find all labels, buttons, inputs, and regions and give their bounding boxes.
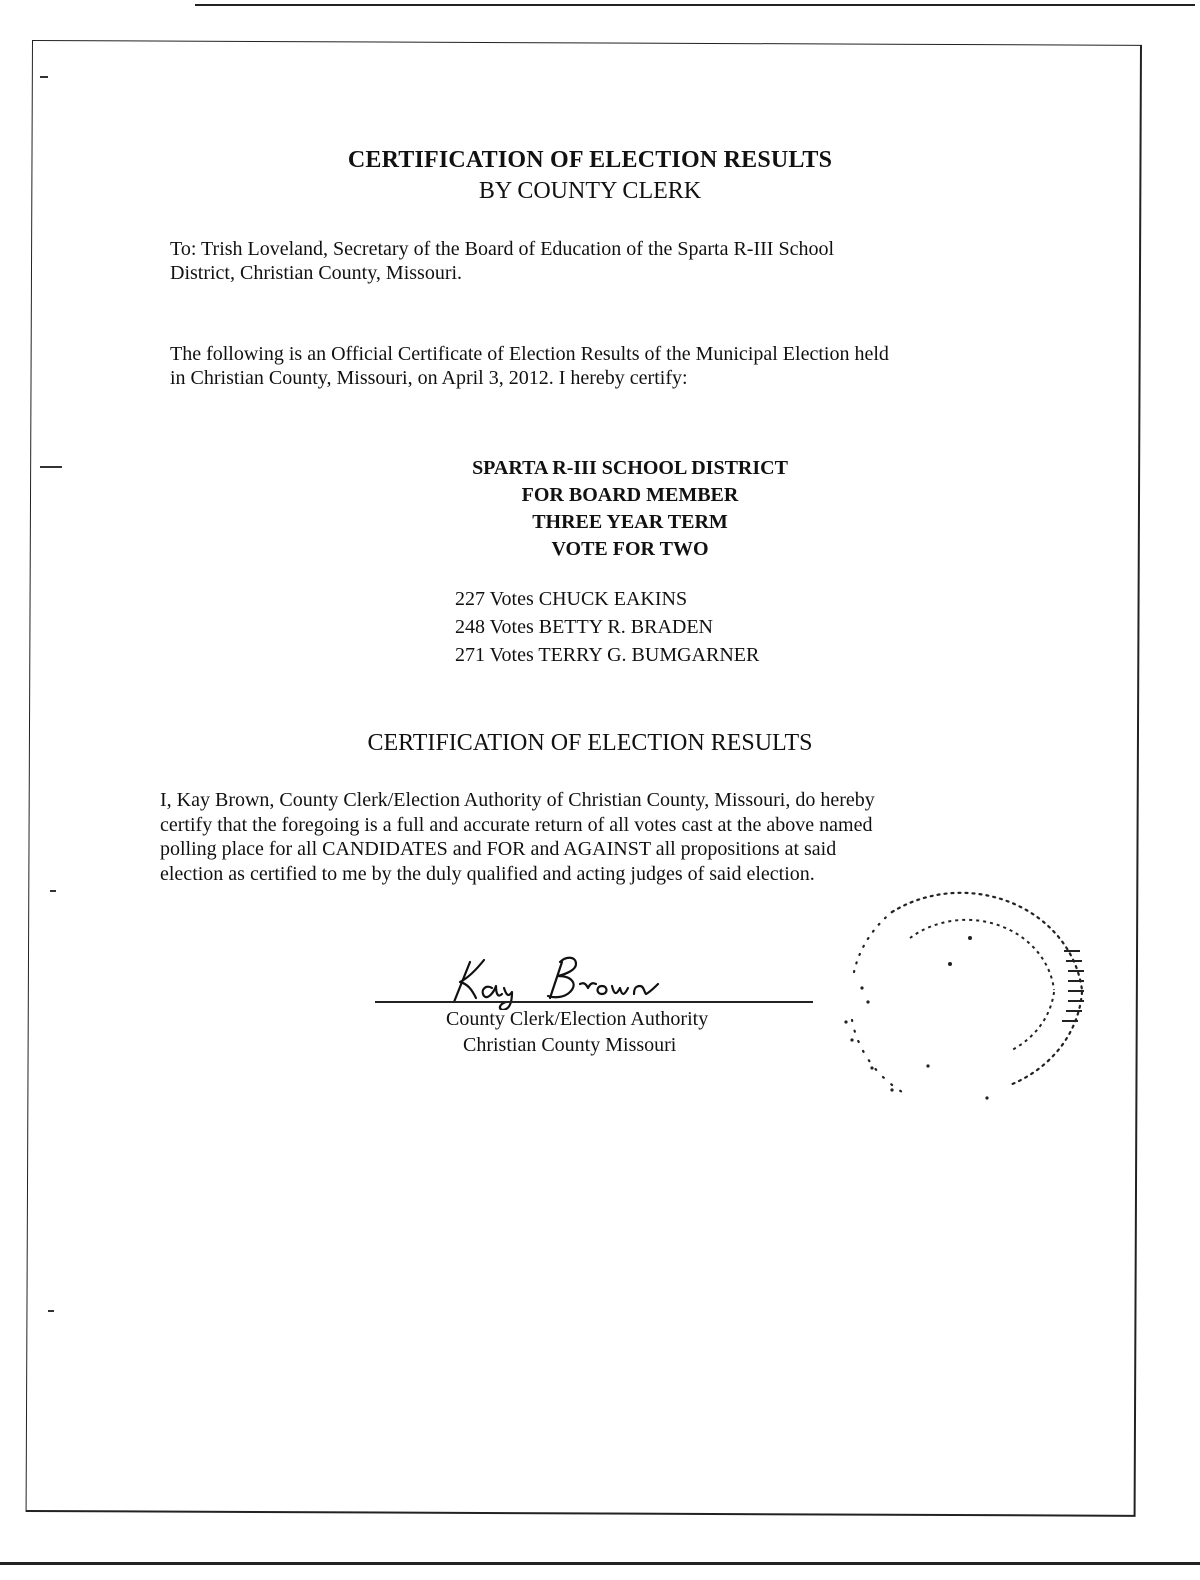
result-row <box>455 613 759 641</box>
signature-county: Christian County Missouri <box>463 1034 677 1056</box>
margin-mark <box>48 1310 54 1312</box>
candidate-name: TERRY G. BUMGARNER <box>538 644 760 666</box>
vote-label: Votes <box>489 616 534 638</box>
results-list <box>455 585 759 669</box>
certification-paragraph <box>160 788 1030 886</box>
addressee-line: District, Christian County, Missouri. <box>170 262 463 284</box>
race-office: FOR BOARD MEMBER <box>521 484 739 506</box>
vote-count: 271 <box>455 644 485 666</box>
certification-line: I, Kay Brown, County Clerk/Election Authority of Christian County, Missouri, do hereby <box>160 789 875 811</box>
certification-heading: CERTIFICATION OF ELECTION RESULTS <box>367 730 813 756</box>
result-row <box>455 585 759 613</box>
certification-line: election as certified to me by the duly qualified and acting judges of said election. <box>160 862 815 885</box>
vote-label: Votes <box>489 644 534 666</box>
race-district: SPARTA R-III SCHOOL DISTRICT <box>472 457 788 479</box>
margin-mark <box>50 890 56 892</box>
vote-label: Votes <box>489 588 534 610</box>
certification-line: polling place for all CANDIDATES and FOR and AGAINST all propositions at said <box>160 838 837 860</box>
vote-count: 227 <box>455 588 485 610</box>
county-seal-stamp <box>832 880 1092 1110</box>
addressee-block <box>170 237 1000 285</box>
scan-edge-bottom <box>0 1562 1200 1565</box>
candidate-name: CHUCK EAKINS <box>538 588 688 610</box>
scan-edge-top <box>195 4 1195 6</box>
race-term: THREE YEAR TERM <box>532 511 728 533</box>
race-header <box>380 455 880 563</box>
intro-line: in Christian County, Missouri, on April 3, 2012. I hereby certify: <box>170 367 688 389</box>
signature-title: County Clerk/Election Authority <box>446 1008 709 1030</box>
candidate-name: BETTY R. BRADEN <box>538 616 713 638</box>
vote-count: 248 <box>455 616 485 638</box>
result-row <box>455 641 759 669</box>
margin-mark <box>40 76 48 78</box>
race-vote-for: VOTE FOR TWO <box>551 538 709 560</box>
signature-line <box>375 1001 813 1003</box>
document-title: CERTIFICATION OF ELECTION RESULTS <box>347 147 833 173</box>
certification-line: certify that the foregoing is a full and accurate return of all votes cast at the above named <box>160 813 873 836</box>
intro-line: The following is an Official Certificate of Election Results of the Municipal Election held <box>170 343 889 365</box>
margin-mark <box>40 466 62 468</box>
intro-paragraph <box>170 342 1040 390</box>
document-subtitle: BY COUNTY CLERK <box>478 178 702 204</box>
addressee-line: To: Trish Loveland, Secretary of the Board of Education of the Sparta R-III School <box>170 238 835 260</box>
